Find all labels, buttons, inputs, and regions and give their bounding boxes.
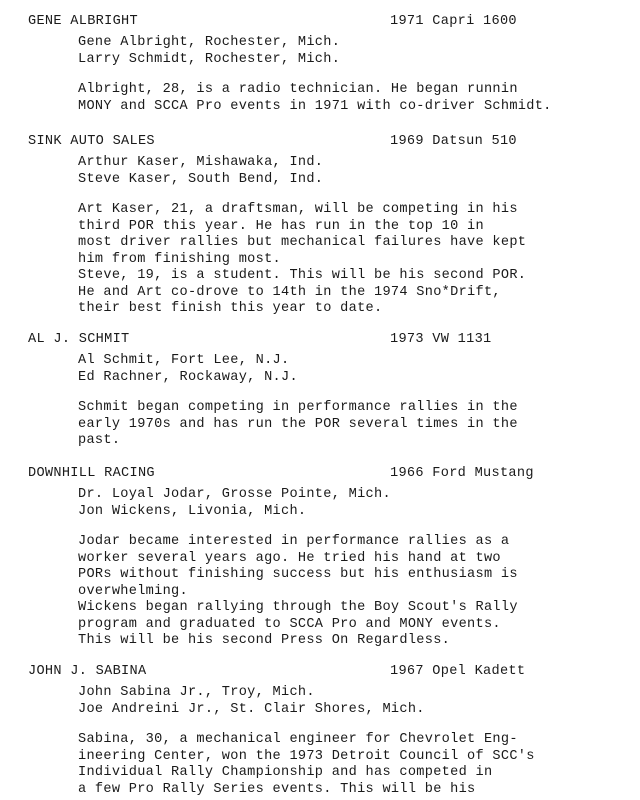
co-driver: Steve Kaser, South Bend, Ind.	[78, 172, 324, 187]
co-driver: Larry Schmidt, Rochester, Mich.	[78, 52, 341, 67]
entry-al-j-schmit	[0, 332, 640, 450]
entry-bio: Jodar became interested in performance rallies as a worker several years ago. He tried his hand at two PORs without finishing success but his enthusiasm is overwhelming. Wickens began rallying through the Boy Scout's Rally program and graduated to SCCA Pro and MONY events. This will be his second Press On Regardless.	[78, 534, 518, 648]
team-name: DOWNHILL RACING	[28, 466, 155, 481]
entry-bio: Schmit began competing in performance rallies in the early 1970s and has run the POR several times in the past.	[78, 400, 518, 448]
entry-header	[0, 134, 640, 154]
entry-header	[0, 14, 640, 34]
entry-header	[0, 664, 640, 684]
entry-gene-albright	[0, 14, 640, 115]
car-model: 1969 Datsun 510	[390, 134, 517, 149]
driver: Gene Albright, Rochester, Mich.	[78, 35, 341, 50]
entry-bio: Albright, 28, is a radio technician. He began runnin MONY and SCCA Pro events in 1971 with co-driver Schmidt.	[78, 82, 552, 114]
team-name: SINK AUTO SALES	[28, 134, 155, 149]
entry-bio: Sabina, 30, a mechanical engineer for Chevrolet Eng- ineering Center, won the 1973 Detroit Council of SCC's Individual Rally Championship and has competed in a few Pro Rally Series events. This will be his	[78, 732, 535, 797]
driver: Dr. Loyal Jodar, Grosse Pointe, Mich.	[78, 487, 391, 502]
entry-bio: Art Kaser, 21, a draftsman, will be competing in his third POR this year. He has run in the top 10 in most driver rallies but mechanical failures have kept him from finishing most. Steve, 19, is a student. This will be his second POR. He and Art co-drove to 14th in the 1974 Sno*Drift, their best finish this year to date.	[78, 202, 527, 316]
co-driver: Ed Rachner, Rockaway, N.J.	[78, 370, 298, 385]
driver: John Sabina Jr., Troy, Mich.	[78, 685, 315, 700]
entry-header	[0, 466, 640, 486]
entry-sink-auto-sales	[0, 134, 640, 318]
car-model: 1967 Opel Kadett	[390, 664, 526, 679]
car-model: 1966 Ford Mustang	[390, 466, 534, 481]
car-model: 1973 VW 1131	[390, 332, 492, 347]
entry-downhill-racing	[0, 466, 640, 650]
co-driver: Jon Wickens, Livonia, Mich.	[78, 504, 307, 519]
driver: Al Schmit, Fort Lee, N.J.	[78, 353, 290, 368]
entry-header	[0, 332, 640, 352]
car-model: 1971 Capri 1600	[390, 14, 517, 29]
entry-john-j-sabina	[0, 664, 640, 798]
driver: Arthur Kaser, Mishawaka, Ind.	[78, 155, 324, 170]
team-name: GENE ALBRIGHT	[28, 14, 138, 29]
team-name: AL J. SCHMIT	[28, 332, 130, 347]
team-name: JOHN J. SABINA	[28, 664, 147, 679]
co-driver: Joe Andreini Jr., St. Clair Shores, Mich.	[78, 702, 425, 717]
